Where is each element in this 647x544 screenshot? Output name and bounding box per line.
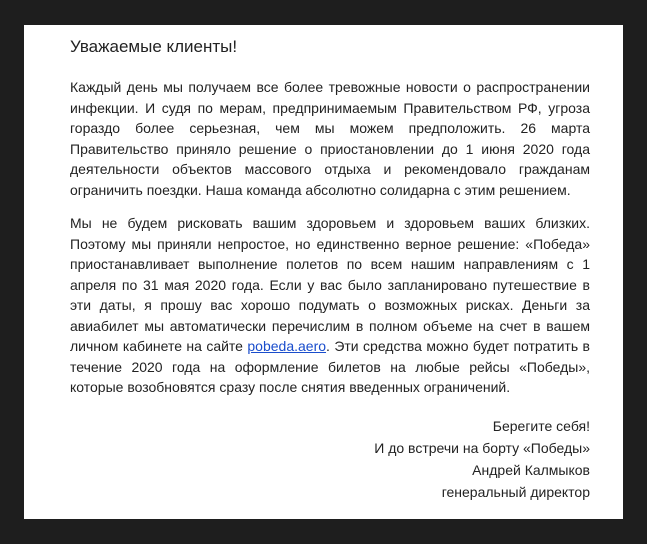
letter-greeting: Уважаемые клиенты! [70,37,238,56]
signature-block [70,415,590,503]
paragraph-decision [70,213,590,398]
paragraph-decision-text-end: . Эти средства можно будет потратить в течение 2020 года на оформление билетов на любые рейсы «Победы», которые возобновятся сразу после снятия введенных ограничений. [70,338,590,395]
pobeda-website-link[interactable]: pobeda.aero [247,338,327,354]
letter-page [24,25,623,519]
signature-position: генеральный директор [441,483,590,500]
paragraph-situation: Каждый день мы получаем все более тревожные новости о распространении инфекции. И судя по мерам, предпринимаемым Правительством РФ, угроза гораздо более серьезная, чем мы можем предположить. 26 марта Правительство приняло решение о приостановлении до 1 июня 2020 года деятельности объектов массового отдыха и рекомендовало гражданам ограничить поездки. Наша команда абсолютно солидарна с этим решением. [70,79,590,198]
letter-content [70,37,590,503]
signature-name: Андрей Калмыков [472,461,590,478]
signature-farewell: Берегите себя! [492,417,590,434]
paragraph-decision-text-start: Мы не будем рисковать вашим здоровьем и здоровьем ваших близких. Поэтому мы приняли непростое, но единственно верное решение: «Победа» приостанавливает выполнение полетов по всем нашим направлениям с 1 апреля по 31 мая 2020 года. Если у вас было запланировано путешествие в эти даты, я прошу вас хорошо подумать о возможных рисках. Деньги за авиабилет мы автоматически перечислим в полном объеме на счет в вашем личном кабинете на сайте [70,215,590,354]
signature-wish: И до встречи на борту «Победы» [374,439,590,456]
